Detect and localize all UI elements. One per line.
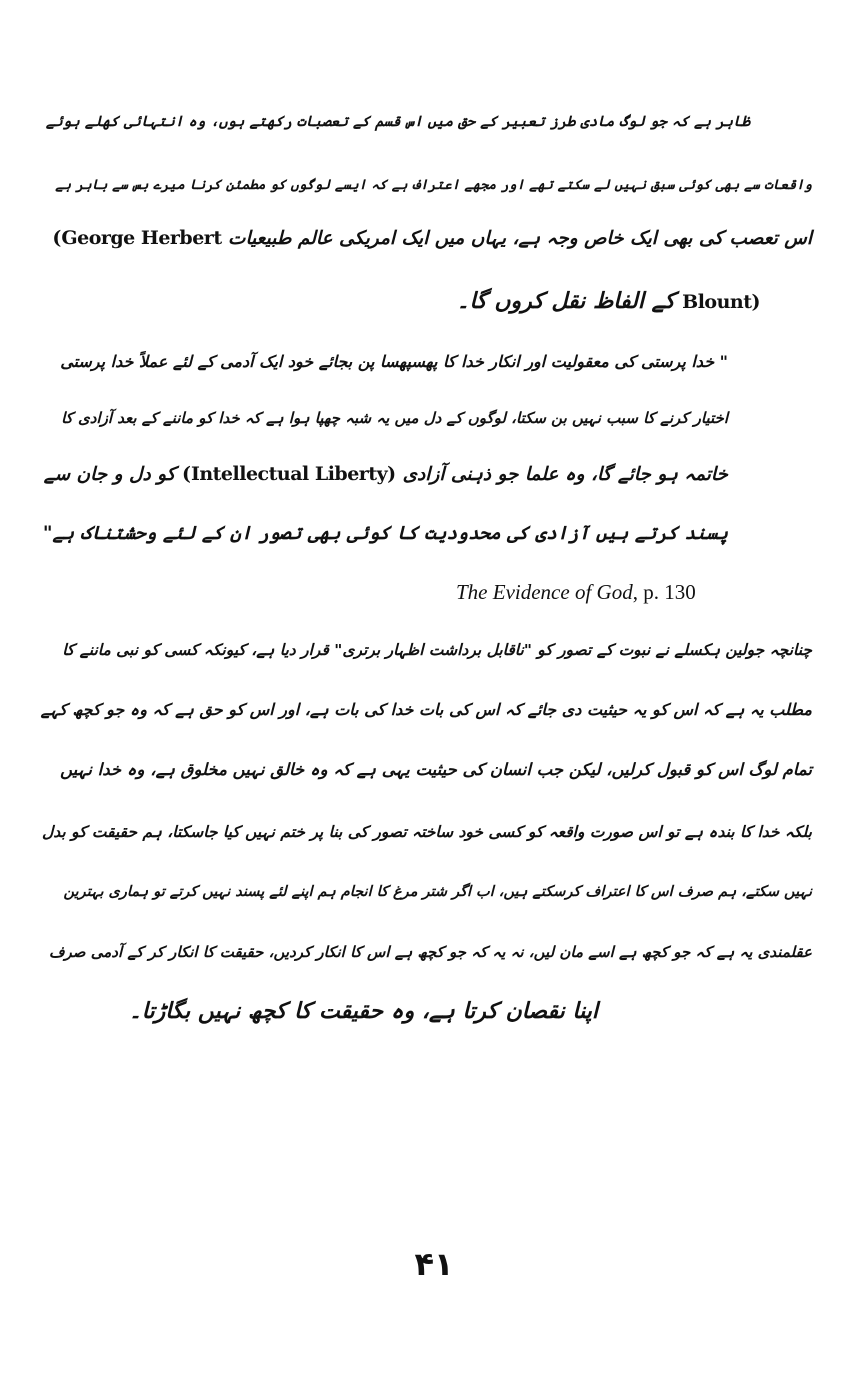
quote-line3: [44, 454, 728, 495]
paragraph1-line4-latin: Blount): [682, 291, 760, 313]
citation-page: , p. 130: [632, 580, 696, 604]
paragraph2-line7: اپنا نقصان کرتا ہے، وہ حقیقت کا کچھ نہیں بگاڑتا۔: [128, 999, 598, 1024]
quote-line1: " خدا پرستی کی معقولیت اور انکار خدا کا پھسپھسا پن بجائے خود ایک آدمی کے لئے عملاً خدا پرستی: [60, 352, 728, 371]
citation: [456, 577, 696, 607]
paragraph2-line4: بلکہ خدا کا بندہ ہے تو اس صورت واقعہ کو کسی خود ساختہ تصور کی بنا پر ختم نہیں کیا جاسکتا، ہم حقیقت کو بدل: [42, 823, 812, 841]
quote-line3-urdu-b: کو دل و جان سے: [43, 464, 176, 485]
page-number: ۴۱: [414, 1245, 454, 1283]
paragraph2-line1: چنانچہ جولین ہکسلے نے نبوت کے تصور کو "ناقابل برداشت اظہار برتری" قرار دیا ہے، کیونکہ کسی کو نبی ماننے کا: [62, 641, 812, 659]
quote-line3-latin: (Intellectual Liberty): [181, 463, 397, 485]
citation-title: The Evidence of God: [456, 580, 633, 604]
paragraph2-line5: نہیں سکتے، ہم صرف اس کا اعتراف کرسکتے ہیں، اب اگر شتر مرغ کا انجام ہم اپنے لئے پسند نہیں کرتے تو ہماری بہترین: [63, 884, 812, 900]
paragraph1-line1: ظاہر ہے کہ جو لوگ مادی طرز تعبیر کے حق میں اس قسم کے تعصبات رکھتے ہوں، وہ انتہائی کھلے ہوئے: [45, 114, 750, 130]
paragraph2-line6: عقلمندی یہ ہے کہ جو کچھ ہے اسے مان لیں، نہ یہ کہ جو کچھ ہے اس کا انکار کردیں، حقیقت کا انکار کر کے آدمی صرف: [48, 943, 812, 961]
paragraph1-line3-urdu: اس تعصب کی بھی ایک خاص وجہ ہے، یہاں میں ایک امریکی عالم طبیعیات: [228, 228, 812, 249]
quote-line4: پسند کرتے ہیں آزادی کی محدودیت کا کوئی بھی تصور ان کے لئے وحشتناک ہے": [42, 523, 728, 544]
quote-line3-urdu-a: خاتمہ ہو جائے گا، وہ علما جو ذہنی آزادی: [402, 464, 728, 485]
paragraph1-line3-latin: (George Herbert: [52, 227, 222, 249]
paragraph1-line2: واقعات سے بھی کوئی سبق نہیں لے سکتے تھے اور مجھے اعتراف ہے کہ ایسے لوگوں کو مطمئن کرنا میرے بس سے باہر ہے: [55, 177, 812, 193]
quote-line2: اختیار کرنے کا سبب نہیں بن سکتا، لوگوں کے دل میں یہ شبہ چھپا ہوا ہے کہ خدا کو ماننے کے بعد آزادی کا: [61, 409, 728, 427]
paragraph1-line4: [457, 282, 760, 322]
paragraph2-line3: تمام لوگ اس کو قبول کرلیں، لیکن جب انسان کی حیثیت یہی ہے کہ وہ خالق نہیں مخلوق ہے، وہ خدا نہیں: [60, 760, 812, 779]
paragraph2-line2: مطلب یہ ہے کہ اس کو یہ حیثیت دی جائے کہ اس کی بات خدا کی بات ہے، اور اس کو حق ہے کہ وہ جو کچھ کہے: [40, 700, 812, 719]
paragraph1-line4-urdu: کے الفاظ نقل کروں گا۔: [456, 289, 675, 314]
paragraph1-line3: [52, 218, 812, 259]
